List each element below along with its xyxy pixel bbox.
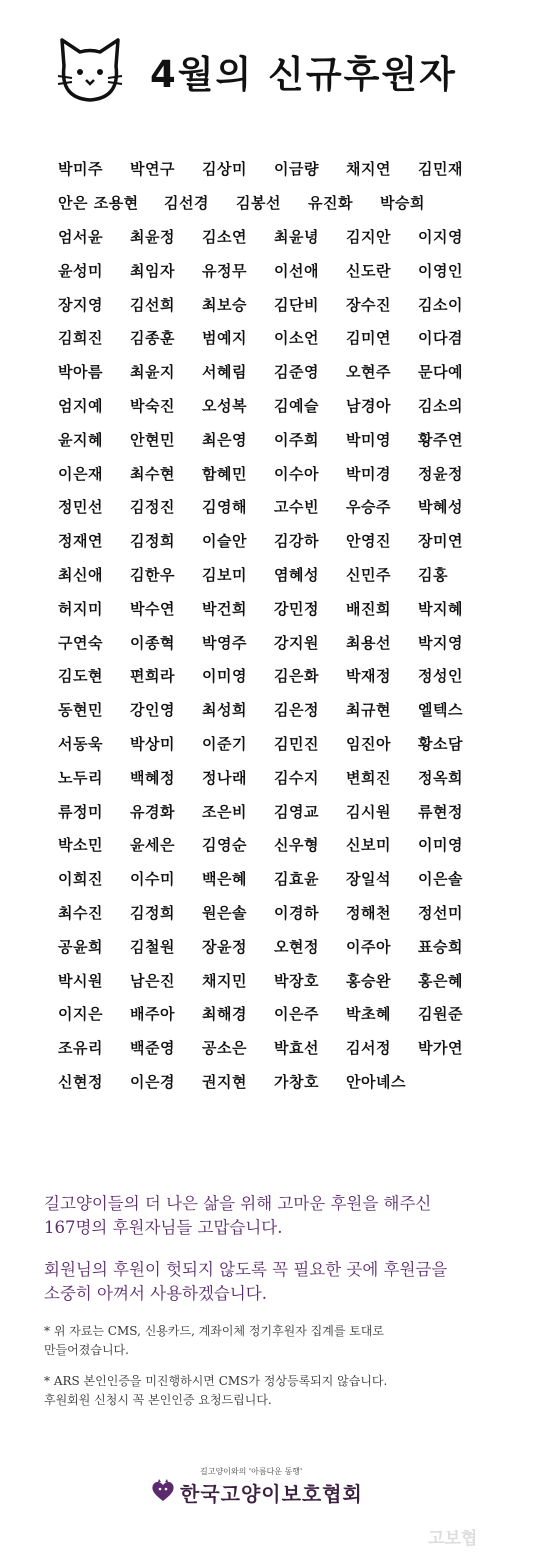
donor-name: 안영진 <box>346 532 391 551</box>
donor-name: 이은솔 <box>418 870 463 889</box>
donor-name: 백준영 <box>130 1039 175 1058</box>
donor-name: 박승희 <box>380 194 425 213</box>
donor-name: 김정희 <box>130 532 175 551</box>
donor-name: 조은비 <box>202 802 247 821</box>
donor-name: 김봉선 <box>236 194 281 213</box>
donor-name: 배주아 <box>130 1005 175 1024</box>
donor-name: 이지영 <box>418 227 463 246</box>
page-title: 4월의 신규후원자 <box>150 53 457 96</box>
donor-name: 박지영 <box>418 633 463 652</box>
donor-name: 배진희 <box>346 599 391 618</box>
donor-row <box>58 490 498 524</box>
donor-name: 동현민 <box>58 701 103 720</box>
donor-name: 공윤희 <box>58 937 103 956</box>
donor-name: 장미연 <box>418 532 463 551</box>
donor-name: 박미주 <box>58 160 103 179</box>
donor-name: 류현정 <box>418 802 463 821</box>
donor-name: 박시원 <box>58 971 103 990</box>
donor-name: 이지은 <box>58 1005 103 1024</box>
data-source-note-line-1: * 위 자료는 CMS, 신용카드, 계좌이체 정기후원자 집계를 토대로 <box>44 1324 385 1338</box>
donor-row <box>58 963 498 997</box>
donor-row <box>58 896 498 930</box>
donor-name: 김소이 <box>418 295 463 314</box>
donor-row <box>58 828 498 862</box>
donor-row <box>58 287 498 321</box>
donor-row <box>58 355 498 389</box>
donor-row <box>58 152 498 186</box>
donor-row <box>58 862 498 896</box>
donor-name: 김정진 <box>130 498 175 517</box>
header <box>0 0 539 130</box>
donor-row <box>58 997 498 1031</box>
donor-name: 박혜성 <box>418 498 463 517</box>
donor-name: 엄서윤 <box>58 227 103 246</box>
donor-name: 염혜성 <box>274 565 319 584</box>
donor-name: 정윤정 <box>418 464 463 483</box>
donor-name: 정재연 <box>58 532 103 551</box>
donor-name: 서혜림 <box>202 363 247 382</box>
donor-name: 최용선 <box>346 633 391 652</box>
donor-name: 김지안 <box>346 227 391 246</box>
donor-name: 범예지 <box>202 329 247 348</box>
donor-name: 김보미 <box>202 565 247 584</box>
donor-row <box>58 1031 498 1065</box>
donor-name: 장윤정 <box>202 937 247 956</box>
donor-row <box>58 727 498 761</box>
donor-name: 김효윤 <box>274 870 319 889</box>
donor-name: 이경하 <box>274 903 319 922</box>
donor-name: 정성인 <box>418 667 463 686</box>
donor-name: 최보승 <box>202 295 247 314</box>
donor-name: 박가연 <box>418 1039 463 1058</box>
donor-name: 이금량 <box>274 160 319 179</box>
donor-name: 김선희 <box>130 295 175 314</box>
donor-name: 장지영 <box>58 295 103 314</box>
donor-name: 이종혁 <box>130 633 175 652</box>
donor-name: 안현민 <box>130 430 175 449</box>
donor-name: 김수지 <box>274 768 319 787</box>
donor-name: 강지원 <box>274 633 319 652</box>
donor-name: 신보미 <box>346 836 391 855</box>
donor-row <box>58 929 498 963</box>
donor-name: 김종훈 <box>130 329 175 348</box>
donor-name: 오성복 <box>202 396 247 415</box>
donor-name: 윤성미 <box>58 261 103 280</box>
donor-name: 유진화 <box>308 194 353 213</box>
donor-name: 남은진 <box>130 971 175 990</box>
data-source-note-line-2: 만들어졌습니다. <box>44 1343 129 1357</box>
donor-name: 박건희 <box>202 599 247 618</box>
donor-name: 박미영 <box>346 430 391 449</box>
donor-name: 이희진 <box>58 870 103 889</box>
footer-logo <box>150 1466 410 1516</box>
donor-name: 류정미 <box>58 802 103 821</box>
donor-name: 김한우 <box>130 565 175 584</box>
donor-name: 김정희 <box>130 903 175 922</box>
donor-name: 이은경 <box>130 1072 175 1091</box>
donor-name: 정선미 <box>418 903 463 922</box>
donor-name: 이수아 <box>274 464 319 483</box>
footer-org-name: 한국고양이보호협회 <box>180 1482 363 1506</box>
donor-name: 허지미 <box>58 599 103 618</box>
donor-name: 구연숙 <box>58 633 103 652</box>
donor-row <box>58 625 498 659</box>
donor-row <box>58 693 498 727</box>
donor-name: 이미영 <box>418 836 463 855</box>
donor-name: 박수연 <box>130 599 175 618</box>
donor-name: 오현정 <box>274 937 319 956</box>
donor-name: 김도현 <box>58 667 103 686</box>
donor-name: 박연구 <box>130 160 175 179</box>
donor-name: 편희라 <box>130 667 175 686</box>
donor-name: 가창호 <box>274 1072 319 1091</box>
donor-name: 정해천 <box>346 903 391 922</box>
ars-auth-note-line-2: 후원회원 신청시 꼭 본인인증 요청드립니다. <box>44 1393 272 1407</box>
donor-name: 황소담 <box>418 734 463 753</box>
donor-name: 이준기 <box>202 734 247 753</box>
donor-name: 백혜정 <box>130 768 175 787</box>
donor-name: 공소은 <box>202 1039 247 1058</box>
donor-name: 채지연 <box>346 160 391 179</box>
donor-name: 홍은혜 <box>418 971 463 990</box>
donor-row <box>58 253 498 287</box>
pledge-line-2: 소중히 아껴서 사용하겠습니다. <box>44 1284 267 1303</box>
cat-face-icon <box>56 36 124 104</box>
donor-name: 김강하 <box>274 532 319 551</box>
donor-name: 장일석 <box>346 870 391 889</box>
donor-name: 이영인 <box>418 261 463 280</box>
donor-row <box>58 1065 498 1099</box>
heart-cat-logo-icon <box>150 1478 176 1504</box>
donor-name: 엘텍스 <box>418 701 463 720</box>
donor-row <box>58 456 498 490</box>
donor-name: 백은혜 <box>202 870 247 889</box>
thank-you-line-1: 길고양이들의 더 나은 삶을 위해 고마운 후원을 해주신 <box>44 1194 432 1213</box>
donor-name: 박지혜 <box>418 599 463 618</box>
ars-auth-note <box>44 1372 504 1410</box>
pledge-message <box>44 1258 514 1306</box>
donor-name: 박소민 <box>58 836 103 855</box>
donor-name: 신도란 <box>346 261 391 280</box>
donor-name: 이주희 <box>274 430 319 449</box>
donor-name: 고수빈 <box>274 498 319 517</box>
footer-tagline: 길고양이와의 '아름다운 동행' <box>200 1467 303 1476</box>
donor-name: 박미경 <box>346 464 391 483</box>
donor-name: 김소연 <box>202 227 247 246</box>
donor-name: 정옥희 <box>418 768 463 787</box>
donor-row <box>58 760 498 794</box>
donor-name: 이미영 <box>202 667 247 686</box>
donor-name: 노두리 <box>58 768 103 787</box>
donor-name: 김영해 <box>202 498 247 517</box>
donor-name: 최윤정 <box>130 227 175 246</box>
donor-name: 윤지혜 <box>58 430 103 449</box>
donor-name: 정나래 <box>202 768 247 787</box>
donor-name: 최성희 <box>202 701 247 720</box>
donor-name: 최규현 <box>346 701 391 720</box>
donor-name: 김소의 <box>418 396 463 415</box>
donor-name: 박효선 <box>274 1039 319 1058</box>
donor-name: 황주연 <box>418 430 463 449</box>
donor-name: 최윤지 <box>130 363 175 382</box>
donor-name: 김미연 <box>346 329 391 348</box>
donor-name: 장수진 <box>346 295 391 314</box>
donor-name: 함혜민 <box>202 464 247 483</box>
donor-name: 박장호 <box>274 971 319 990</box>
donor-row <box>58 558 498 592</box>
donor-name: 유경화 <box>130 802 175 821</box>
pledge-line-1: 회원님의 후원이 헛되지 않도록 꼭 필요한 곳에 후원금을 <box>44 1260 448 1279</box>
donor-name: 이주아 <box>346 937 391 956</box>
donor-name: 김희진 <box>58 329 103 348</box>
donor-row <box>58 186 498 220</box>
donor-name: 김철원 <box>130 937 175 956</box>
donor-name: 김영순 <box>202 836 247 855</box>
donor-name: 이은주 <box>274 1005 319 1024</box>
donor-name: 안아녜스 <box>346 1072 406 1091</box>
donor-name: 오현주 <box>346 363 391 382</box>
donor-row <box>58 794 498 828</box>
thank-you-line-2: 167명의 후원자님들 고맙습니다. <box>44 1218 283 1237</box>
donor-row <box>58 389 498 423</box>
donor-name: 신민주 <box>346 565 391 584</box>
donor-row <box>58 591 498 625</box>
donor-name: 이은재 <box>58 464 103 483</box>
donor-name: 남경아 <box>346 396 391 415</box>
donor-name: 김예슬 <box>274 396 319 415</box>
donor-name: 신우형 <box>274 836 319 855</box>
donor-name: 문다예 <box>418 363 463 382</box>
donor-name: 박아름 <box>58 363 103 382</box>
donor-name: 변희진 <box>346 768 391 787</box>
donor-name: 정민선 <box>58 498 103 517</box>
donor-name: 최해경 <box>202 1005 247 1024</box>
ars-auth-note-line-1: * ARS 본인인증을 미진행하시면 CMS가 정상등록되지 않습니다. <box>44 1374 388 1388</box>
watermark: 고보협 <box>428 1529 478 1549</box>
donor-name: 강인영 <box>130 701 175 720</box>
donor-name: 김원준 <box>418 1005 463 1024</box>
donor-name: 권지현 <box>202 1072 247 1091</box>
donor-name: 김선경 <box>164 194 209 213</box>
donor-name: 최은영 <box>202 430 247 449</box>
donor-name: 최수진 <box>58 903 103 922</box>
donor-name: 김민재 <box>418 160 463 179</box>
donor-name: 윤세은 <box>130 836 175 855</box>
donor-name: 신현정 <box>58 1072 103 1091</box>
donor-name: 표승희 <box>418 937 463 956</box>
donor-name: 김은화 <box>274 667 319 686</box>
donor-name: 원은솔 <box>202 903 247 922</box>
donor-name: 임진아 <box>346 734 391 753</box>
donor-name: 김은정 <box>274 701 319 720</box>
donor-name: 서동욱 <box>58 734 103 753</box>
donor-name: 박상미 <box>130 734 175 753</box>
donor-name: 박초혜 <box>346 1005 391 1024</box>
donor-row <box>58 220 498 254</box>
thank-you-message <box>44 1192 514 1240</box>
donor-name: 이수미 <box>130 870 175 889</box>
donor-name: 이소언 <box>274 329 319 348</box>
donor-row <box>58 321 498 355</box>
donor-row <box>58 524 498 558</box>
donor-name: 조유리 <box>58 1039 103 1058</box>
donor-name: 홍승완 <box>346 971 391 990</box>
donor-name: 우승주 <box>346 498 391 517</box>
donor-name: 엄지예 <box>58 396 103 415</box>
donor-name: 안은 조용현 <box>58 194 139 213</box>
donor-name: 김민진 <box>274 734 319 753</box>
donor-row <box>58 422 498 456</box>
donor-name: 박영주 <box>202 633 247 652</box>
donor-name: 김시원 <box>346 802 391 821</box>
donor-name: 박숙진 <box>130 396 175 415</box>
donor-name: 박재정 <box>346 667 391 686</box>
donor-name: 이선애 <box>274 261 319 280</box>
donor-name: 김상미 <box>202 160 247 179</box>
donor-name-list <box>58 152 498 1098</box>
donor-name: 김홍 <box>418 565 448 584</box>
donor-name: 최윤녕 <box>274 227 319 246</box>
donor-name: 최임자 <box>130 261 175 280</box>
data-source-note <box>44 1322 504 1360</box>
donor-name: 채지민 <box>202 971 247 990</box>
donor-name: 김준영 <box>274 363 319 382</box>
donor-name: 김서정 <box>346 1039 391 1058</box>
donor-name: 김영교 <box>274 802 319 821</box>
donor-name: 김단비 <box>274 295 319 314</box>
donor-name: 최수현 <box>130 464 175 483</box>
donor-name: 최신애 <box>58 565 103 584</box>
donor-name: 강민정 <box>274 599 319 618</box>
donor-name: 이다겸 <box>418 329 463 348</box>
donor-name: 이슬안 <box>202 532 247 551</box>
donor-name: 유정무 <box>202 261 247 280</box>
donor-row <box>58 659 498 693</box>
